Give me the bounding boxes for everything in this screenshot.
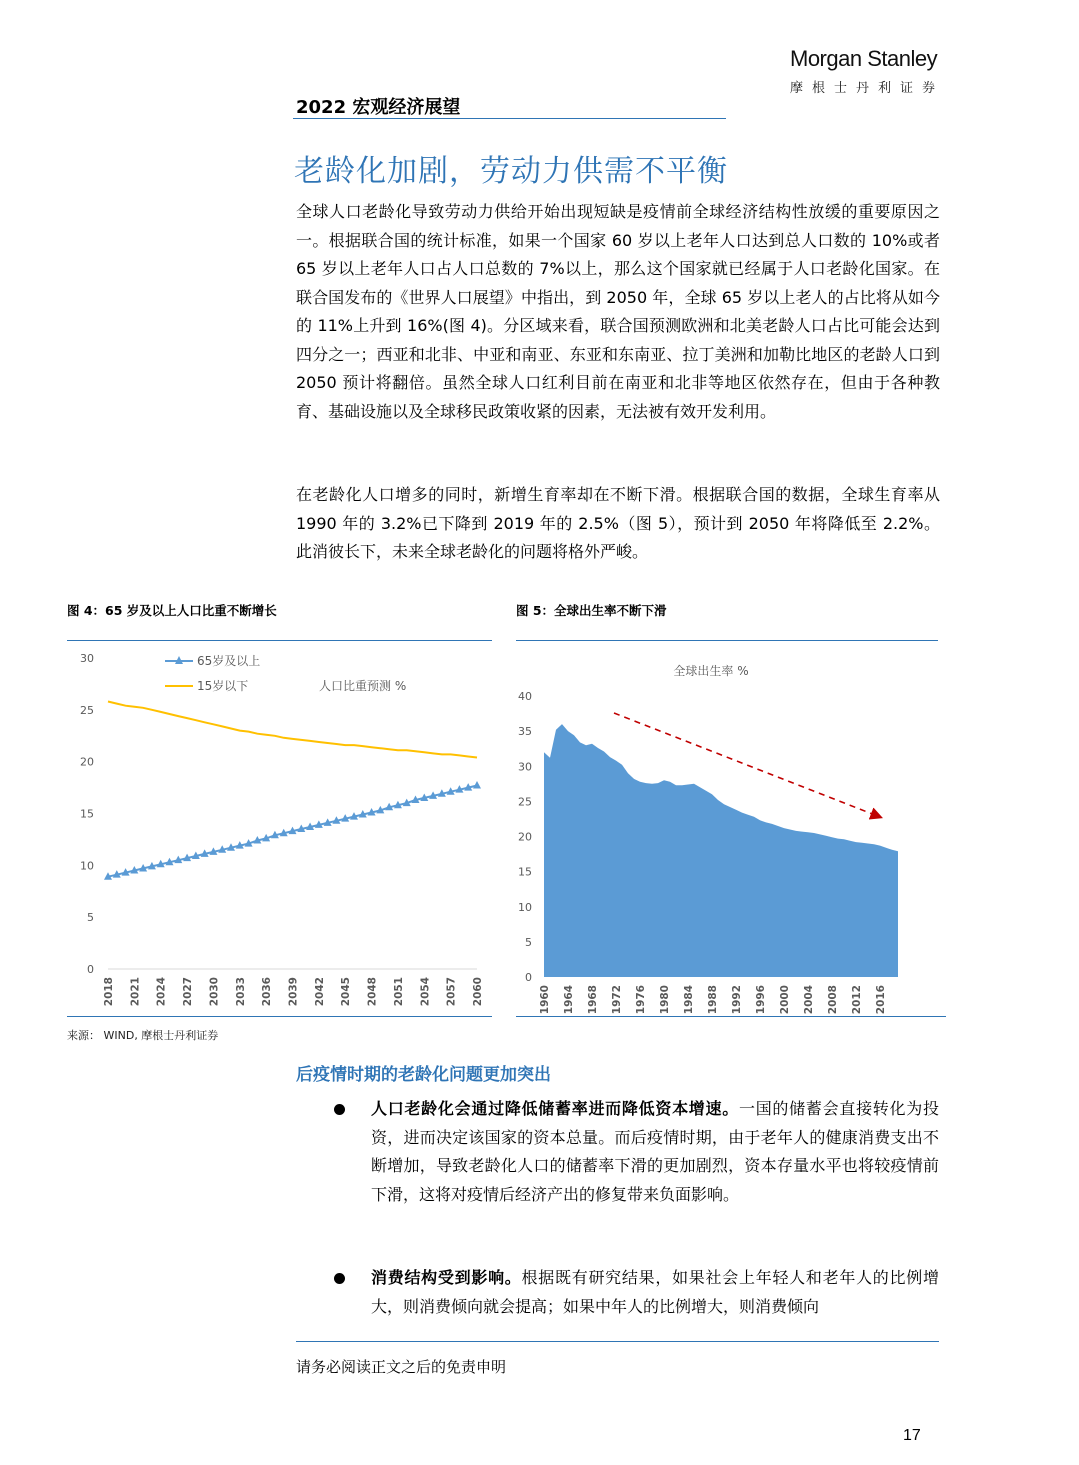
bullet-item-2: [371, 1264, 939, 1321]
figure-4-label: 图 4：65 岁及以上人口比重不断增长: [67, 603, 277, 618]
x-tick-label: 2042: [313, 977, 326, 1007]
x-tick-label: 1964: [563, 985, 575, 1015]
x-tick-label: 1992: [731, 985, 743, 1015]
x-tick-label: 2054: [419, 977, 432, 1007]
x-tick-label: 2018: [103, 977, 115, 1007]
birth-rate-chart: [516, 645, 946, 1015]
figure-4-bottom-rule: [67, 1016, 492, 1017]
bullet-lead: 人口老龄化会通过降低储蓄率进而降低资本增速。: [371, 1099, 739, 1118]
y-tick-label: 20: [80, 755, 94, 769]
body-paragraph-1: 全球人口老龄化导致劳动力供给开始出现短缺是疫情前全球经济结构性放缓的重要原因之一。根据联合国的统计标准，如果一个国家 60 岁以上老年人口达到总人口数的 10%或者 65 岁以上老年人口占人口总数的 7%以上，那么这个国家就已经属于人口老龄化国家。在联合国发布的《世界人口展望》中指出，到 2050 年，全球 65 岁以上老人的占比将从如今的 11%上升到 16%(图 4)。分区域来看，联合国预测欧洲和北美老龄人口占比可能会达到四分之一；西亚和北非、中亚和南亚、东亚和东南亚、拉丁美洲和加勒比地区的老龄人口到 2050 预计将翻倍。虽然全球人口红利目前在南亚和北非等地区依然存在，但由于各种教育、基础设施以及全球移民政策收紧的因素，无法被有效开发利用。: [296, 202, 940, 421]
y-tick-label: 10: [80, 859, 94, 873]
y-tick-label: 30: [518, 760, 532, 774]
chart-title: 全球出生率 %: [673, 664, 749, 678]
x-tick-label: 1968: [587, 985, 599, 1015]
x-tick-label: 2051: [392, 977, 405, 1007]
bullet-item-1: [371, 1095, 939, 1209]
header-divider: [293, 118, 726, 119]
y-tick-label: 10: [518, 900, 532, 914]
x-tick-label: 2045: [340, 977, 353, 1007]
x-tick-label: 1980: [659, 985, 671, 1015]
y-tick-label: 15: [80, 807, 94, 821]
document-title: 2022 宏观经济展望: [296, 97, 461, 118]
x-tick-label: 2027: [182, 977, 195, 1007]
page-number: 17: [903, 1427, 921, 1444]
figure-5-top-rule: [516, 640, 938, 641]
footer-divider: [296, 1341, 939, 1342]
x-tick-label: 2012: [851, 985, 863, 1015]
x-tick-label: 2057: [445, 977, 458, 1007]
legend-label-65-plus: 65岁及以上: [197, 654, 261, 668]
x-tick-label: 2060: [472, 977, 484, 1007]
figure-source: 来源： WIND, 摩根士丹利证券: [67, 1029, 219, 1042]
x-tick-label: 2021: [129, 977, 142, 1007]
x-tick-label: 2030: [208, 977, 221, 1007]
birth-rate-area: [544, 724, 898, 977]
x-tick-label: 2000: [779, 985, 791, 1015]
x-tick-label: 2048: [366, 977, 379, 1007]
brand-logo-en: Morgan Stanley: [790, 46, 938, 71]
disclaimer: 请务必阅读正文之后的免责申明: [296, 1358, 507, 1376]
figure-4-top-rule: [67, 640, 492, 641]
y-tick-label: 5: [525, 935, 532, 949]
y-tick-label: 0: [87, 963, 94, 976]
subsection-heading: 后疫情时期的老龄化问题更加突出: [296, 1065, 551, 1085]
legend-label-under-15: 15岁以下: [197, 679, 249, 693]
section-heading: 老龄化加剧，劳动力供需不平衡: [294, 154, 728, 189]
x-tick-label: 1960: [539, 985, 551, 1015]
population-share-chart: [67, 645, 492, 1015]
figure-5-bottom-rule: [516, 1016, 946, 1017]
data-point-65-plus: [473, 781, 481, 789]
x-tick-label: 1976: [635, 985, 647, 1015]
x-tick-label: 2008: [827, 985, 839, 1015]
x-tick-label: 2039: [287, 977, 300, 1007]
y-tick-label: 25: [518, 795, 532, 809]
x-tick-label: 2033: [234, 977, 247, 1007]
x-tick-label: 1988: [707, 985, 719, 1015]
x-tick-label: 1984: [683, 985, 695, 1015]
x-tick-label: 1996: [755, 985, 767, 1015]
bullet-dot: [334, 1273, 345, 1284]
y-tick-label: 25: [80, 703, 94, 717]
body-paragraph-2: 在老龄化人口增多的同时，新增生育率却在不断下滑。根据联合国的数据，全球生育率从 1990 年的 3.2%已下降到 2019 年的 2.5%（图 5），预计到 2050 年将降低至 2.2%。此消彼长下，未来全球老龄化的问题将格外严峻。: [296, 485, 940, 561]
brand-logo-cn: 摩根士丹利证券: [790, 81, 945, 96]
bullet-lead: 消费结构受到影响。: [371, 1268, 522, 1287]
figure-5-label: 图 5：全球出生率不断下滑: [516, 603, 667, 618]
x-tick-label: 2024: [155, 977, 168, 1007]
y-tick-label: 15: [518, 865, 532, 879]
y-tick-label: 5: [87, 911, 94, 925]
x-tick-label: 2004: [803, 985, 815, 1015]
x-tick-label: 2036: [261, 977, 274, 1007]
bullet-dot: [334, 1104, 345, 1115]
series-line-under-15: [108, 702, 477, 758]
y-tick-label: 30: [80, 652, 94, 665]
chart-title: 人口比重预测 %: [319, 679, 407, 693]
y-tick-label: 40: [518, 690, 532, 703]
bullet-body: 一国的储蓄会直接转化为投资，进而决定该国家的资本总量。而后疫情时期，由于老年人的健康消费支出不断增加，导致老龄化人口的储蓄率下滑的更加剧烈，资本存量水平也将较疫情前下滑，这将对疫情后经济产出的修复带来负面影响。: [371, 1099, 939, 1204]
y-tick-label: 0: [525, 971, 532, 984]
bullet-body: 根据既有研究结果，如果社会上年轻人和老年人的比例增大，则消费倾向就会提高；如果中年人的比例增大，则消费倾向: [371, 1268, 939, 1316]
y-tick-label: 35: [518, 725, 532, 739]
y-tick-label: 20: [518, 830, 532, 844]
x-tick-label: 2016: [875, 985, 887, 1015]
x-tick-label: 1972: [611, 985, 623, 1015]
